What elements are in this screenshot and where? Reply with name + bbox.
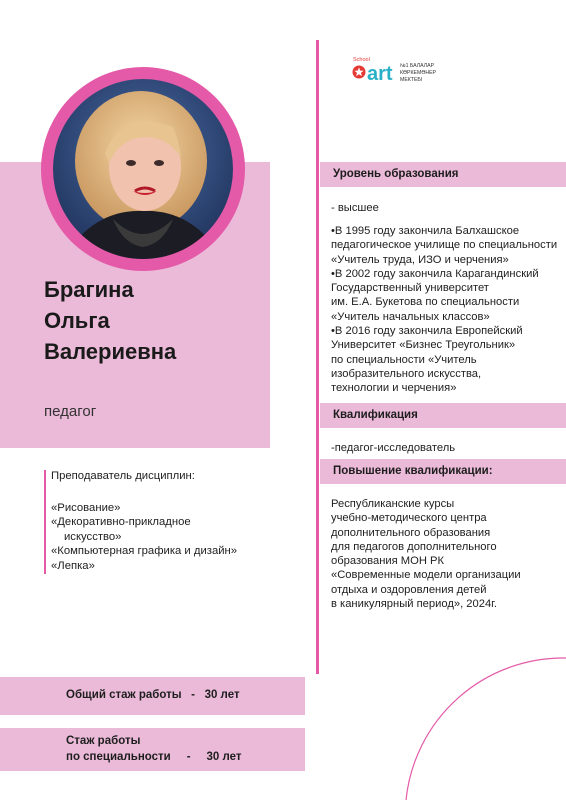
training-line: «Современные модели организации xyxy=(331,569,521,582)
disciplines-title: Преподаватель дисциплин: xyxy=(51,470,195,482)
training-line: отдыха и оздоровления детей xyxy=(331,583,487,596)
qualification-header xyxy=(320,403,566,428)
education-line: •В 2016 году закончила Европейский xyxy=(331,325,523,338)
person-name xyxy=(44,274,176,367)
name-line-patronymic: Валериевна xyxy=(44,339,177,364)
name-line-first: Ольга xyxy=(44,308,110,333)
education-header-label: Уровень образования xyxy=(333,168,459,180)
training-line: образования МОН РК xyxy=(331,555,444,568)
total-experience-bar xyxy=(0,677,305,715)
education-line: Государственный университет xyxy=(331,282,489,295)
training-line: учебно-методического центра xyxy=(331,512,487,525)
name-line-surname: Брагина xyxy=(44,277,134,302)
discipline-item: «Декоративно-прикладное xyxy=(51,516,191,528)
education-line: изобразительного искусства, xyxy=(331,367,482,380)
decorative-arc xyxy=(400,648,566,800)
disciplines-block xyxy=(51,469,237,573)
disciplines-accent-bar xyxy=(44,470,46,574)
school-logo xyxy=(351,53,451,87)
advanced-training-header-label: Повышение квалификации: xyxy=(333,465,493,477)
logo-line-1: №1 БАЛАЛАР xyxy=(400,63,435,69)
qualification-value: -педагог-исследователь xyxy=(331,442,456,454)
logo-brand-letters: art xyxy=(367,63,393,85)
education-line: •В 1995 году закончила Балхашское xyxy=(331,225,520,237)
person-role: педагог xyxy=(44,403,97,420)
total-experience-text: Общий стаж работы - 30 лет xyxy=(66,689,240,701)
education-line: им. Е.А. Букетова по специальности xyxy=(331,296,520,309)
education-line: педагогическое училище по специальности xyxy=(331,239,558,252)
discipline-item: «Рисование» xyxy=(51,501,121,514)
training-line: для педагогов дополнительного xyxy=(331,540,497,553)
education-history xyxy=(331,224,557,396)
training-line: дополнительного образования xyxy=(331,526,491,539)
logo-line-2: КӨРКЕМӨНЕР xyxy=(400,70,437,76)
specialty-experience-bar xyxy=(0,728,305,771)
discipline-item: «Компьютерная графика и дизайн» xyxy=(51,545,238,557)
education-line: «Учитель труда, ИЗО и черчения» xyxy=(331,253,509,266)
vertical-divider xyxy=(316,40,319,674)
logo-line-3: МЕКТЕБІ xyxy=(400,77,423,83)
education-header xyxy=(320,162,566,187)
advanced-training-header xyxy=(320,459,566,484)
education-line: Университет «Бизнес Треугольник» xyxy=(331,339,516,352)
specialty-experience-line-2: по специальности - 30 лет xyxy=(66,751,242,763)
specialty-experience-line-1: Стаж работы xyxy=(66,735,141,747)
education-line: технологии и черчения» xyxy=(331,382,457,395)
training-line: в каникулярный период», 2024г. xyxy=(331,598,497,611)
profile-photo xyxy=(53,79,233,259)
education-level: - высшее xyxy=(331,202,379,214)
discipline-item: искусство» xyxy=(64,530,122,543)
logo-school-word: School xyxy=(353,57,370,63)
qualification-header-label: Квалификация xyxy=(333,409,418,421)
training-line: Республиканские курсы xyxy=(331,498,455,510)
education-line: «Учитель начальных классов» xyxy=(331,310,490,323)
discipline-item: «Лепка» xyxy=(51,559,95,572)
education-line: по специальности «Учитель xyxy=(331,353,477,366)
advanced-training-text xyxy=(331,497,521,611)
education-line: •В 2002 году закончила Карагандинский xyxy=(331,267,539,280)
